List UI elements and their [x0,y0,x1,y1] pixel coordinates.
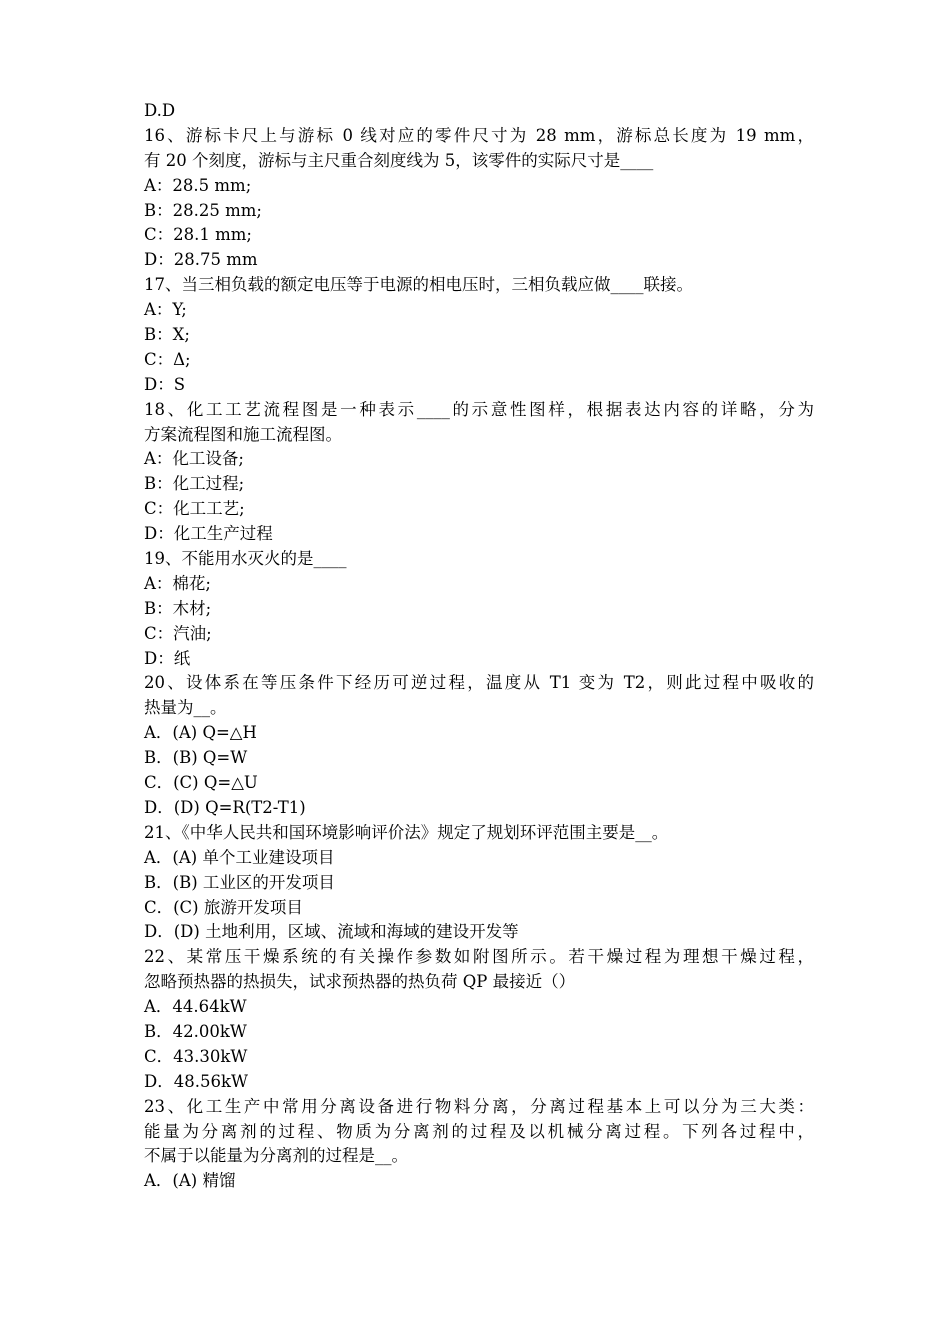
text-line: A：化工设备; [144,449,244,469]
text-line: 17、当三相负载的额定电压等于电源的相电压时，三相负载应做____联接。 [144,275,693,295]
text-line: 不属于以能量为分离剂的过程是__。 [144,1146,408,1166]
text-line: D：纸 [144,648,191,668]
document-page [144,99,814,1194]
text-line: C：28.1 mm; [144,225,252,245]
text-line: 20、设体系在等压条件下经历可逆过程，温度从 T1 变为 T2，则此过程中吸收的 [144,673,814,693]
text-line: 能量为分离剂的过程、物质为分离剂的过程及以机械分离过程。下列各过程中， [144,1121,814,1141]
text-line: 16、游标卡尺上与游标 0 线对应的零件尺寸为 28 mm，游标总长度为 19 mm， [144,125,814,145]
text-line: C：汽油; [144,623,212,643]
text-line: 22、某常压干燥系统的有关操作参数如附图所示。若干燥过程为理想干燥过程， [144,947,814,967]
text-line: D：S [144,374,186,394]
text-line: A．(A) 单个工业建设项目 [144,847,335,867]
text-line: D．(D) 土地利用，区域、流域和海域的建设开发等 [144,922,519,942]
text-line: C．43.30kW [144,1046,248,1066]
text-line: B．42.00kW [144,1021,247,1041]
text-line: C：化工工艺; [144,499,245,519]
text-line: C．(C) 旅游开发项目 [144,897,303,917]
text-line: B．(B) Q=W [144,748,248,768]
text-line: B．(B) 工业区的开发项目 [144,872,335,892]
text-line: 23、化工生产中常用分离设备进行物料分离，分离过程基本上可以分为三大类： [144,1096,814,1116]
text-line: B：木材; [144,598,212,618]
text-line: B：化工过程; [144,474,245,494]
text-line: C：Δ; [144,349,191,369]
text-line: D.D [144,101,176,120]
text-line: 热量为__。 [144,698,227,718]
text-line: 21、《中华人民共和国环境影响评价法》规定了规划环评范围主要是__。 [144,822,669,842]
text-line: 忽略预热器的热损失，试求预热器的热负荷 QP 最接近（） [144,972,576,992]
text-line: A．44.64kW [144,997,247,1017]
text-line: D：28.75 mm [144,250,258,270]
text-line: A．(A) 精馏 [144,1171,236,1191]
text-line: 19、不能用水灭火的是____ [144,549,347,569]
text-line: B：X; [144,325,190,345]
text-line: 有 20 个刻度，游标与主尺重合刻度线为 5，该零件的实际尺寸是____ [144,150,654,170]
text-line: A：Y; [144,300,187,320]
text-line: D：化工生产过程 [144,524,273,544]
text-line: A：28.5 mm; [144,175,252,195]
text-line: B：28.25 mm; [144,200,262,220]
text-line: D．48.56kW [144,1071,248,1091]
text-line: A：棉花; [144,573,211,593]
text-line: C．(C) Q=△U [144,773,258,793]
text-line: D．(D) Q=R(T2-T1) [144,797,306,817]
text-line: A．(A) Q=△H [144,723,257,743]
text-line: 18、化工工艺流程图是一种表示____的示意性图样，根据表达内容的详略，分为 [144,399,814,419]
text-line: 方案流程图和施工流程图。 [144,424,342,444]
